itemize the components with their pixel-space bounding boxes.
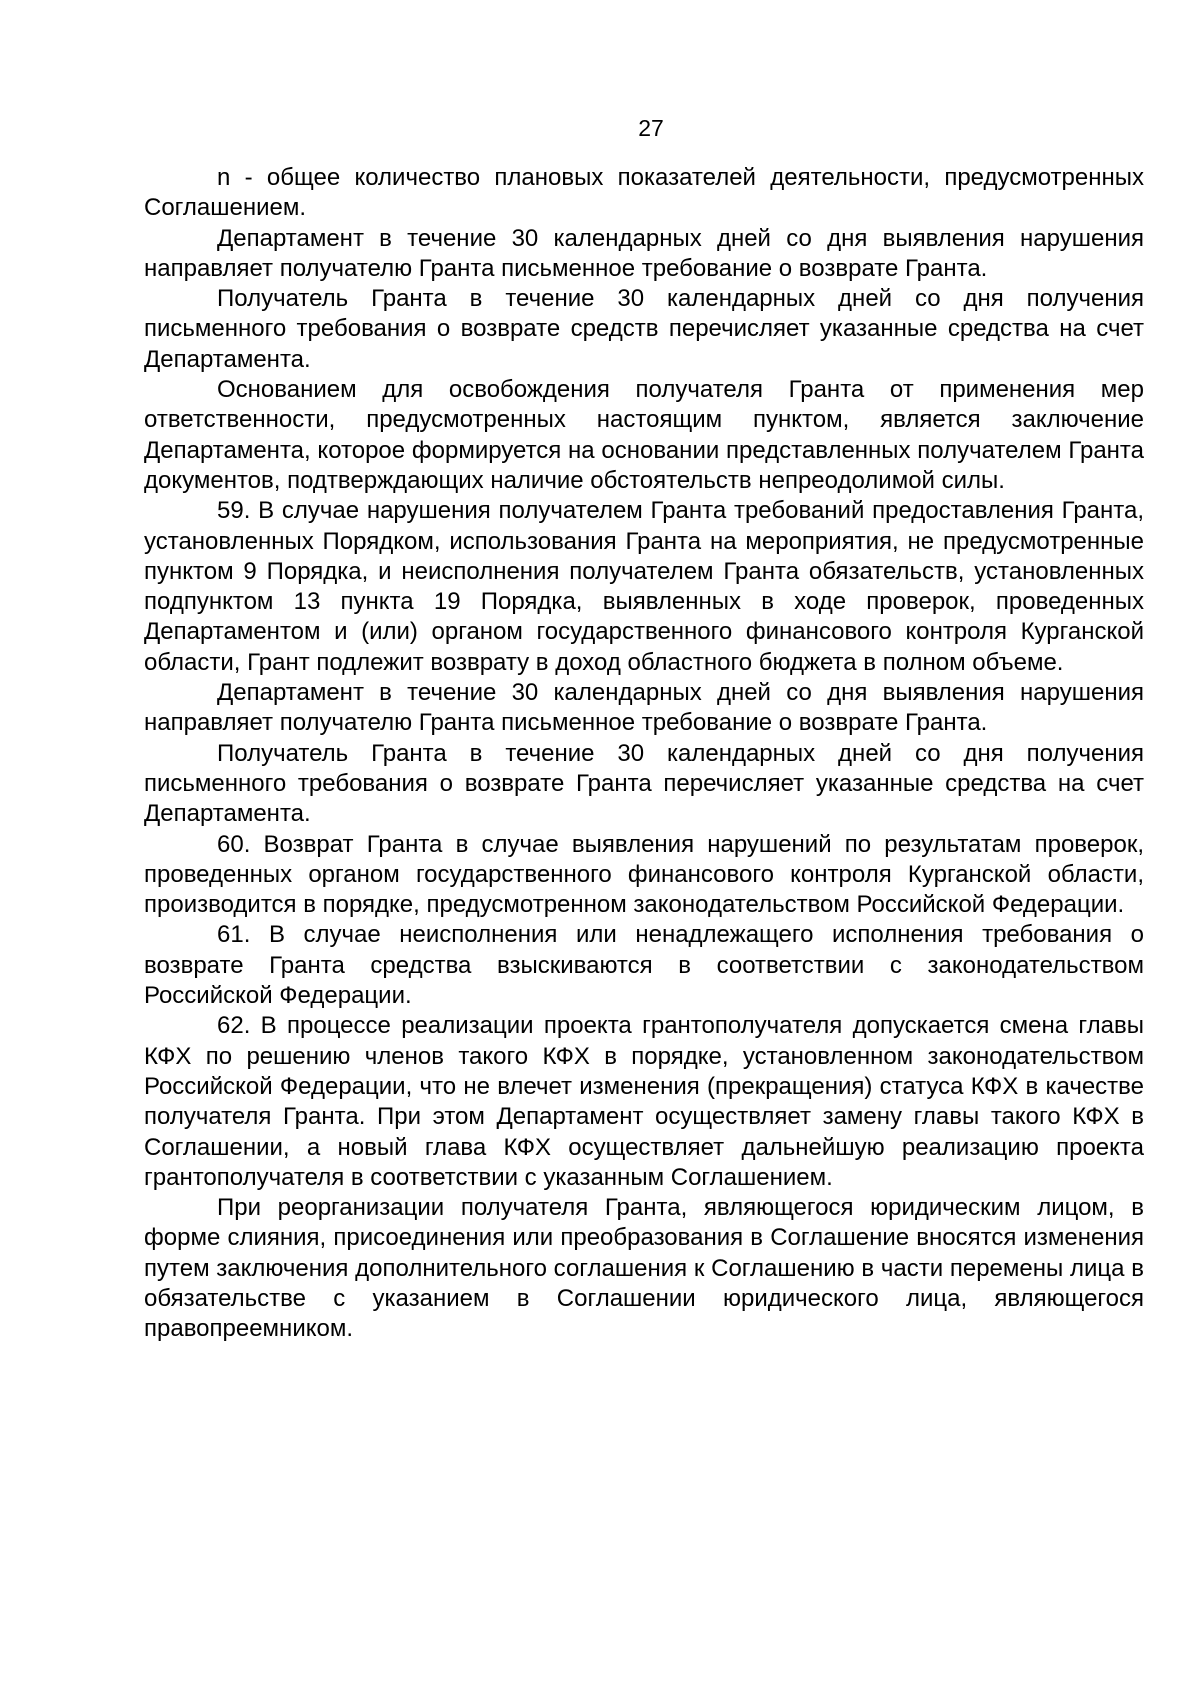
paragraph-item-61: 61. В случае неисполнения или ненадлежащего исполнения требования о возврате Гранта средства взыскиваются в соответствии с законодательством Российской Федерации.: [144, 921, 1144, 1010]
paragraph-force-majeure: Основанием для освобождения получателя Гранта от применения мер ответственности, предусмотренных настоящим пунктом, является заключение Департамента, которое формируется на основании представленных получателем Гранта документов, подтверждающих наличие обстоятельств непреодолимой силы.: [144, 376, 1144, 494]
paragraph-reorganization: При реорганизации получателя Гранта, являющегося юридическим лицом, в форме слияния, присоединения или преобразования в Соглашение вносятся изменения путем заключения дополнительного соглашения к Соглашению в части перемены лица в обязательстве с указанием в Соглашении юридического лица, являющегося правопреемником.: [144, 1194, 1144, 1343]
paragraph-item-60: 60. Возврат Гранта в случае выявления нарушений по результатам проверок, проведенных органом государственного финансового контроля Курганской области, производится в порядке, предусмотренном законодательством Российской Федерации.: [144, 830, 1144, 919]
page-number: 27: [638, 115, 664, 141]
paragraph-recipient-refund-2: Получатель Гранта в течение 30 календарных дней со дня получения письменного требования о возврате Гранта перечисляет указанные средства на счет Департамента.: [144, 739, 1144, 828]
paragraph-item-62: 62. В процессе реализации проекта грантополучателя допускается смена главы КФХ по решению членов такого КФХ в порядке, установленном законодательством Российской Федерации, что не влечет изменения (прекращения) статуса КФХ в качестве получателя Гранта. При этом Департамент осуществляет замену главы такого КФХ в Соглашении, а новый глава КФХ осуществляет дальнейшую реализацию проекта грантополучателя в соответствии с указанным Соглашением.: [144, 1012, 1144, 1191]
paragraph-variable-definition: n - общее количество плановых показателей деятельности, предусмотренных Соглашением.: [144, 164, 1144, 222]
paragraph-recipient-refund: Получатель Гранта в течение 30 календарных дней со дня получения письменного требования о возврате средств перечисляет указанные средства на счет Департамента.: [144, 285, 1144, 373]
paragraph-item-59: 59. В случае нарушения получателем Гранта требований предоставления Гранта, установленных Порядком, использования Гранта на мероприятия, не предусмотренные пунктом 9 Порядка, и неисполнения получателем Гранта обязательств, установленных подпунктом 13 пункта 19 Порядка, выявленных в ходе проверок, проведенных Департаментом и (или) органом государственного финансового контроля Курганской области, Грант подлежит возврату в доход областного бюджета в полном объеме.: [144, 497, 1144, 676]
paragraph-department-notice-2: Департамент в течение 30 календарных дней со дня выявления нарушения направляет получателю Гранта письменное требование о возврате Гранта.: [144, 679, 1144, 737]
document-body: [144, 163, 1144, 1345]
paragraph-department-notice: Департамент в течение 30 календарных дней со дня выявления нарушения направляет получателю Гранта письменное требование о возврате Гранта.: [144, 224, 1144, 282]
